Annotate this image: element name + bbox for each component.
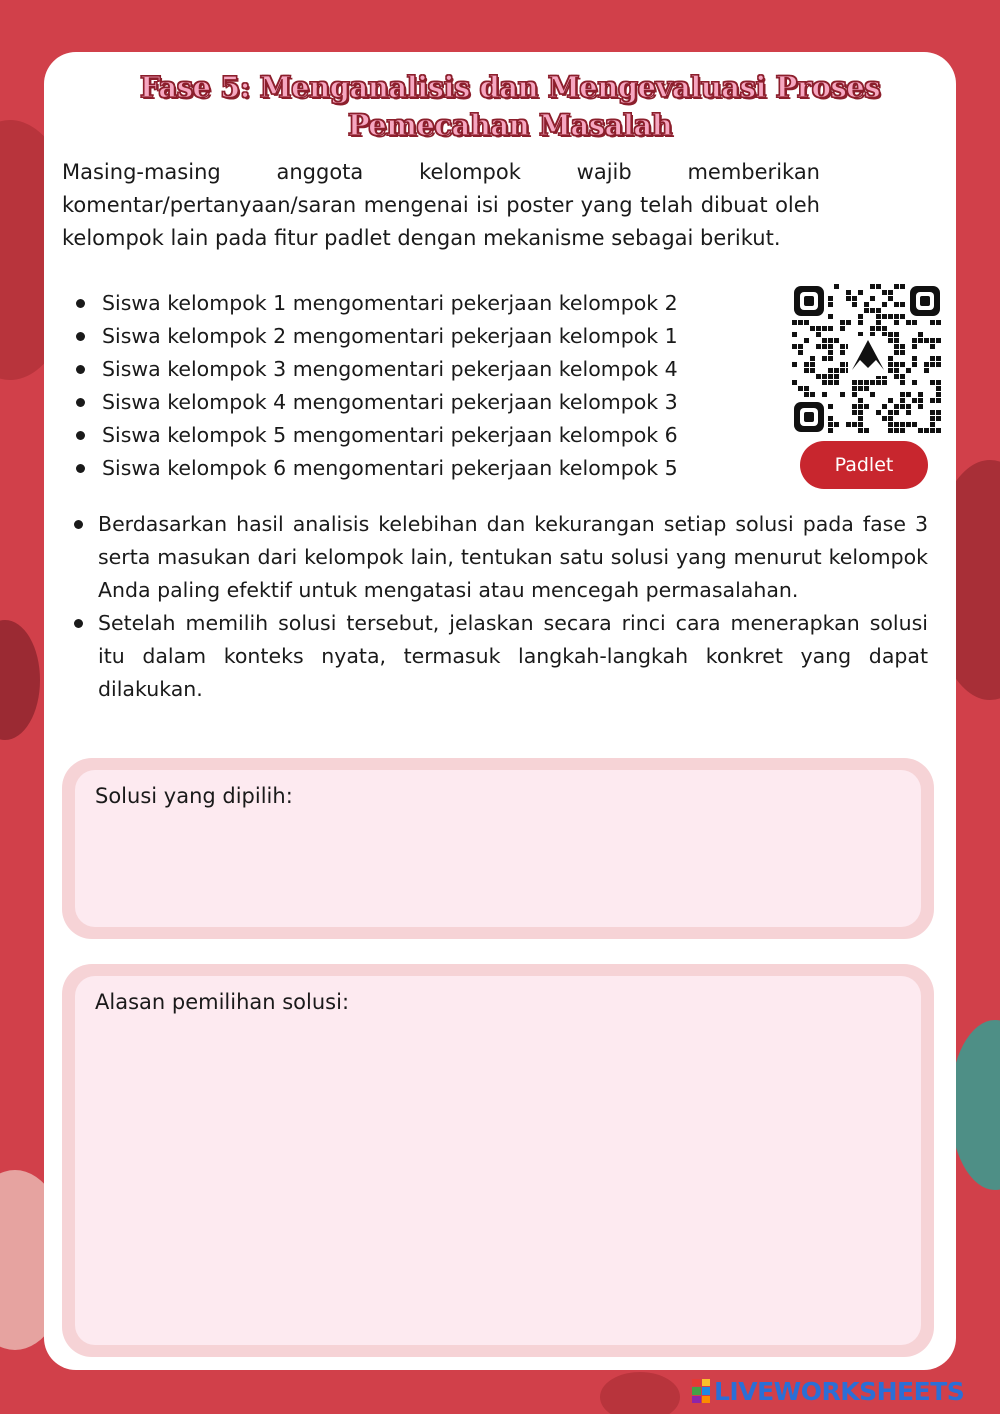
background-shape [600,1372,680,1414]
qr-code-icon [792,284,942,434]
brand-name: LIVEWORKSHEETS [714,1376,965,1406]
task-list [72,508,928,706]
list-item: Siswa kelompok 3 mengomentari pekerjaan kelompok 4 [76,353,776,386]
liveworksheets-logo [692,1378,964,1404]
list-item: Siswa kelompok 2 mengomentari pekerjaan kelompok 1 [76,320,776,353]
intro-paragraph: Masing-masing anggota kelompok wajib memberikan komentar/pertanyaan/saran mengenai isi poster yang telah dibuat oleh kelompok lain pada fitur padlet dengan mekanisme sebagai berikut. [62,160,820,250]
padlet-button[interactable]: Padlet [800,441,928,489]
list-item: Berdasarkan hasil analisis kelebihan dan kekurangan setiap solusi pada fase 3 serta masukan dari kelompok lain, tentukan satu solusi yang menurut kelompok Anda paling efektif untuk mengatasi atau mencegah permasalahan. [72,508,928,607]
reason-box [62,964,934,1357]
reason-panel [75,976,921,1345]
reason-label: Alasan pemilihan solusi: [95,990,350,1014]
list-item: Siswa kelompok 5 mengomentari pekerjaan kelompok 6 [76,419,776,452]
chosen-solution-box [62,758,934,939]
list-item: Siswa kelompok 6 mengomentari pekerjaan kelompok 5 [76,452,776,485]
background-shape [950,1020,1000,1190]
liveworksheets-icon [692,1379,710,1403]
list-item: Siswa kelompok 4 mengomentari pekerjaan kelompok 3 [76,386,776,419]
chosen-solution-label: Solusi yang dipilih: [95,784,293,808]
list-item: Setelah memilih solusi tersebut, jelaskan secara rinci cara menerapkan solusi itu dalam konteks nyata, termasuk langkah-langkah konkret yang dapat dilakukan. [72,607,928,706]
title-line-1: Fase 5: Menganalisis dan Mengevaluasi Proses [139,70,881,104]
reason-field[interactable] [95,1032,901,1329]
page-title [60,68,960,144]
list-item: Siswa kelompok 1 mengomentari pekerjaan kelompok 2 [76,287,776,320]
group-comment-list [76,287,776,485]
chosen-solution-panel [75,770,921,927]
background-shape [0,620,40,740]
chosen-solution-field[interactable] [95,826,901,911]
title-line-2: Pemecahan Masalah [347,108,673,142]
